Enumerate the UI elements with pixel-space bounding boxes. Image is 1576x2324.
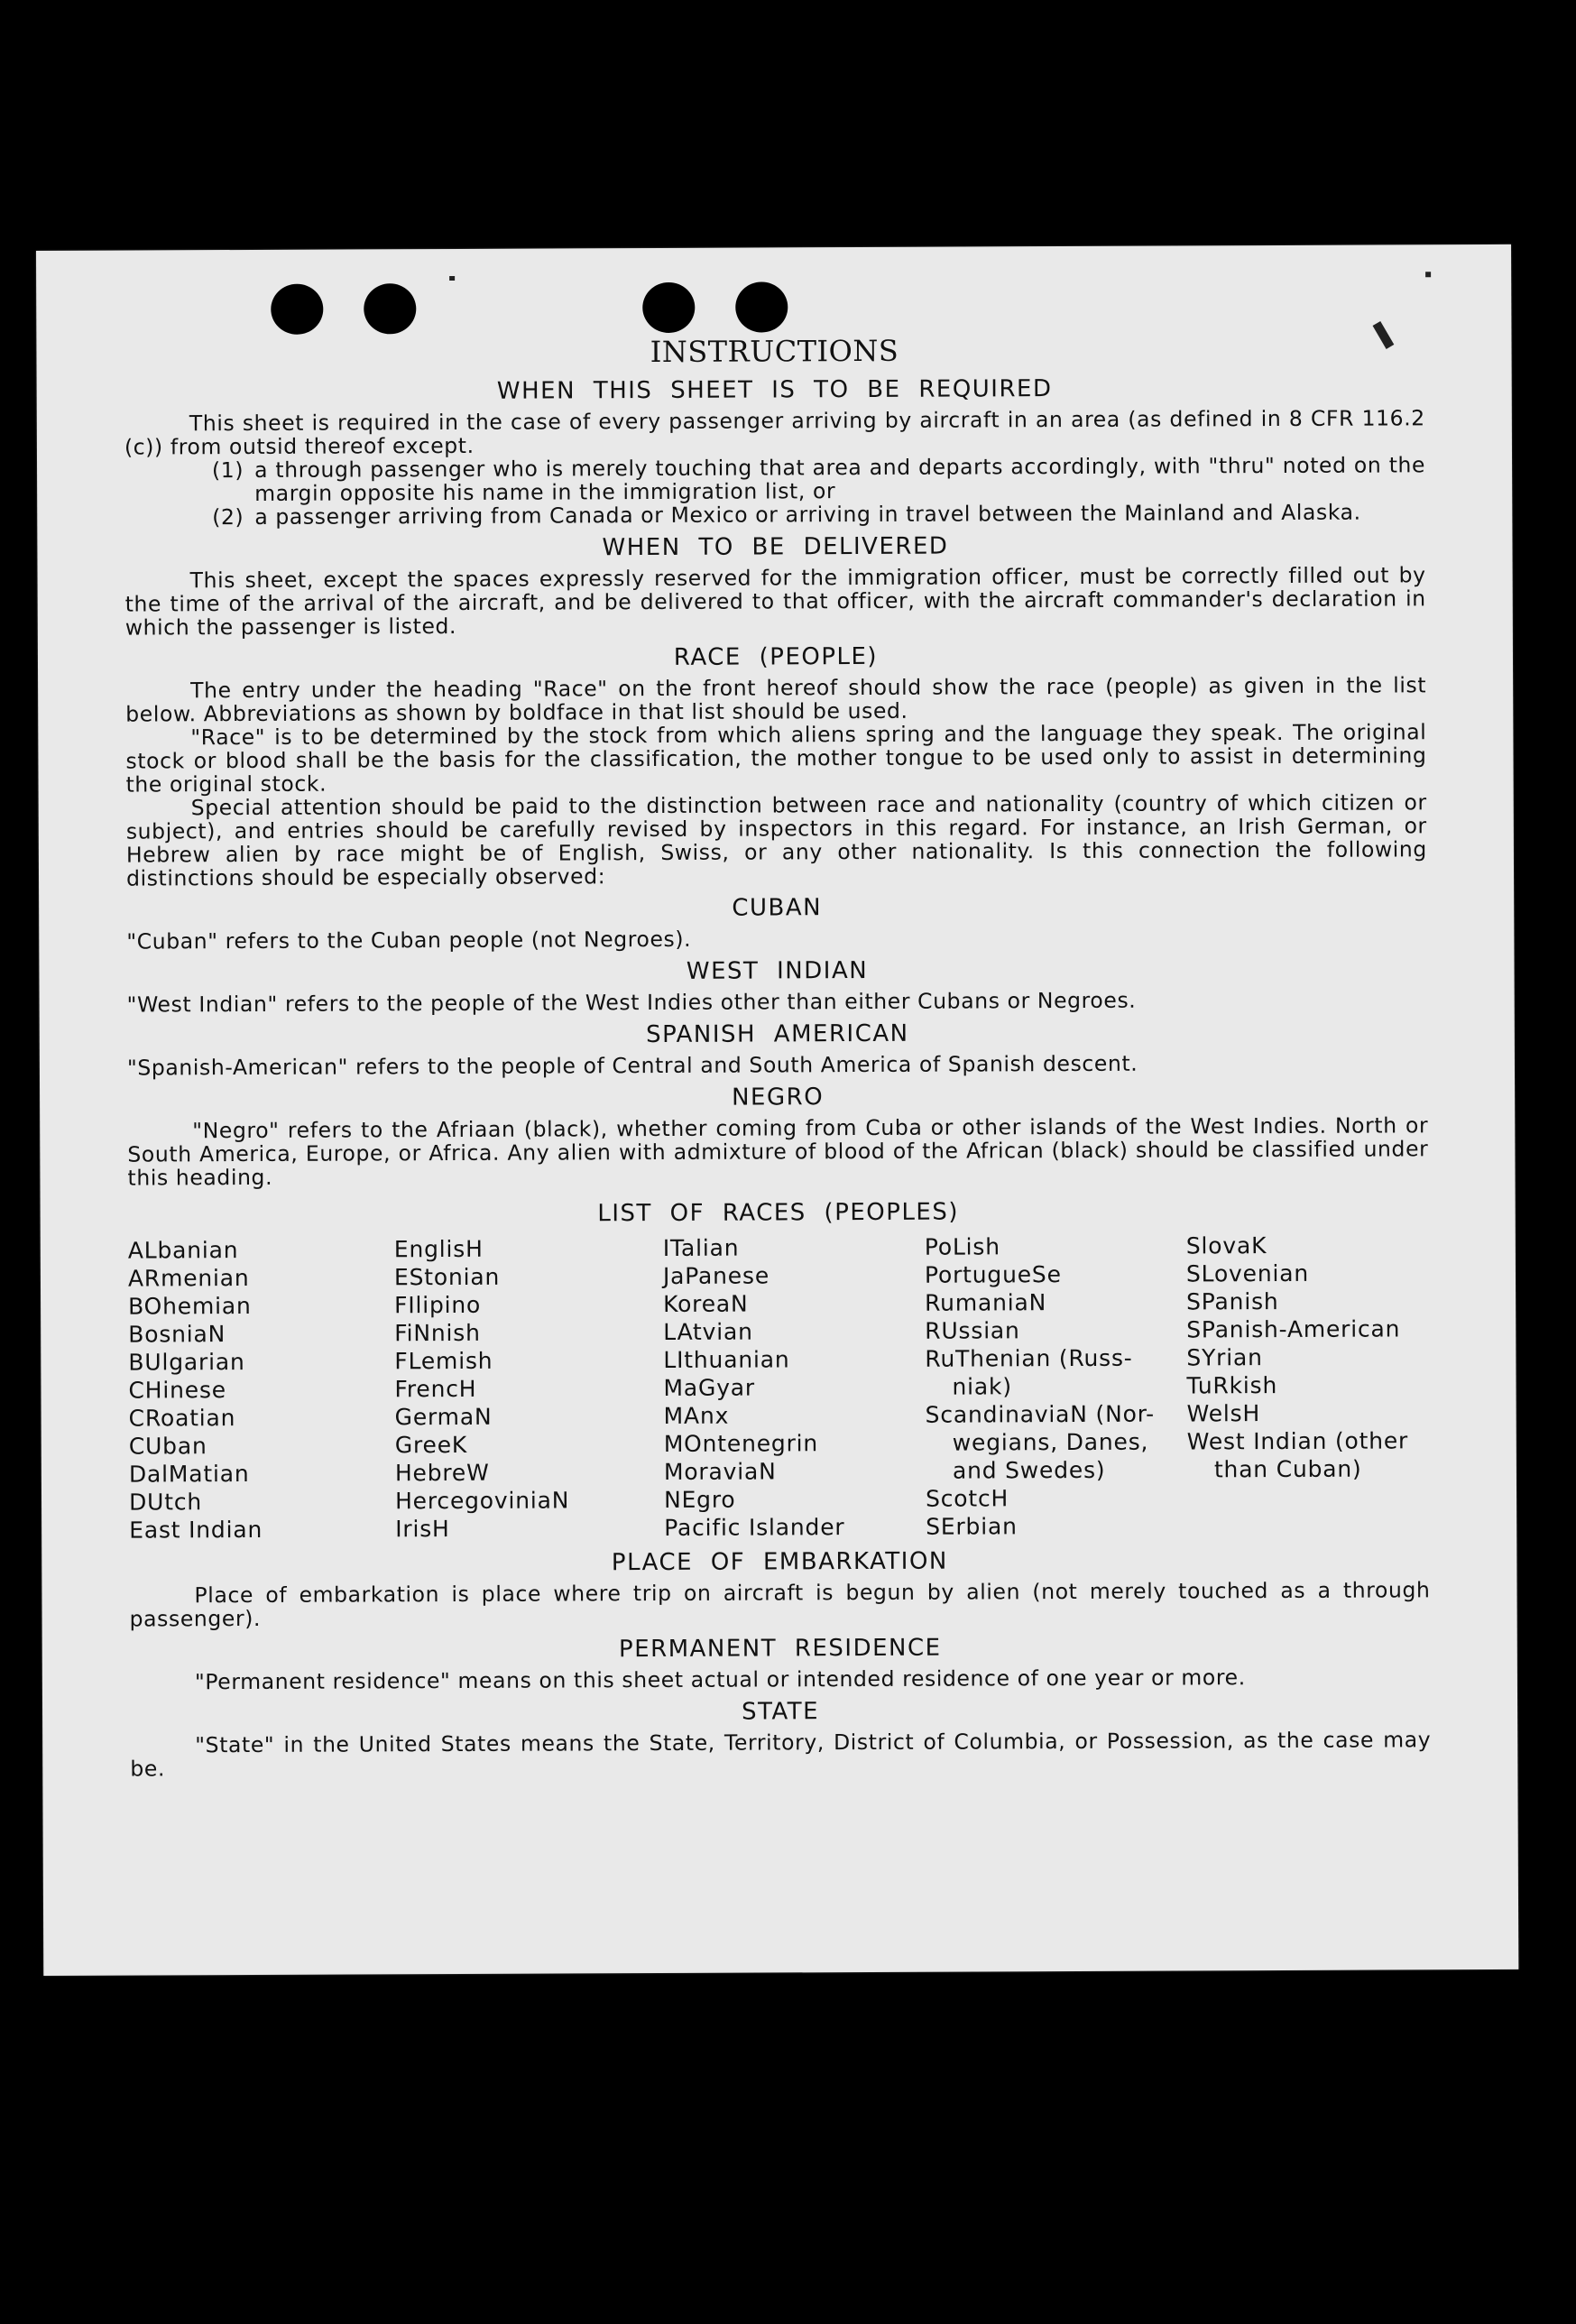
race-entry: HebreW [394, 1459, 490, 1487]
punch-hole [642, 282, 695, 333]
race-entry: FiNnish [394, 1319, 481, 1347]
item-number: (2) [212, 503, 244, 530]
punch-hole [364, 283, 416, 334]
race-entry: ScandinaviaN (Nor- [925, 1400, 1156, 1428]
race-entry: DalMatian [128, 1460, 250, 1488]
list-item [124, 500, 1425, 529]
races-column [128, 1235, 395, 1544]
race-entry: RumaniaN [925, 1289, 1047, 1316]
race-entry: TuRkish [1186, 1372, 1278, 1399]
race-paragraph: "Race" is to be determined by the stock from which aliens spring and the language they speak. The original stock or blood shall be the basis for the classification, the mother tongue to be used only to assist in determining the original stock. [125, 719, 1427, 798]
heading-embarkation: PLACE OF EMBARKATION [611, 1547, 948, 1577]
race-entry: CHinese [128, 1377, 227, 1404]
race-entry: HercegoviniaN [394, 1487, 570, 1515]
race-entry: MoraviaN [663, 1458, 777, 1485]
race-entry: IrisH [395, 1516, 450, 1543]
race-entry: than Cuban) [1213, 1455, 1362, 1483]
heading-cuban: CUBAN [732, 894, 823, 922]
race-entry: BUlgarian [128, 1349, 245, 1376]
races-list [128, 1231, 1430, 1544]
race-entry: SLovenian [1185, 1259, 1310, 1287]
race-entry: FIlipino [394, 1291, 482, 1319]
race-entry: CUban [128, 1433, 207, 1460]
race-entry: East Indian [129, 1516, 263, 1544]
race-entry: BosniaN [128, 1321, 226, 1348]
punch-hole [735, 281, 788, 332]
race-entry: SPanish-American [1186, 1315, 1401, 1343]
race-entry: ARmenian [127, 1264, 250, 1292]
required-intro: This sheet is required in the case of every passenger arriving by aircraft in an area (as defined in 8 CFR 116.2 (c)) from outsid thereof except. [124, 405, 1425, 460]
race-entry: JaPanese [662, 1262, 770, 1289]
race-entry: GermaN [394, 1403, 493, 1431]
race-entry: EStonian [393, 1263, 501, 1291]
west-indian-text: "West Indian" refers to the people of the West Indies other than either Cubans or Negroes. [126, 987, 1137, 1018]
race-entry: MOntenegrin [663, 1430, 819, 1457]
race-entry: ScotcH [925, 1485, 1009, 1512]
race-entry: RuThenian (Russ- [925, 1344, 1133, 1372]
race-paragraph: The entry under the heading "Race" on the front hereof should show the race (people) as given in the list below. Abbreviations as shown by boldface in that list should be used. [125, 672, 1427, 727]
race-entry: DUtch [128, 1489, 203, 1516]
race-entry: wegians, Danes, [952, 1428, 1149, 1456]
heading-delivered: WHEN TO BE DELIVERED [602, 532, 949, 562]
heading-negro: NEGRO [732, 1084, 825, 1111]
ink-mark [1425, 272, 1431, 277]
document-page [36, 244, 1518, 1976]
races-column [394, 1234, 664, 1543]
race-entry: PortugueSe [924, 1261, 1062, 1288]
race-entry: ITalian [662, 1234, 740, 1261]
item-number: (1) [211, 456, 244, 484]
race-entry: MaGyar [663, 1374, 756, 1401]
punch-hole [271, 284, 323, 335]
race-entry: niak) [952, 1373, 1012, 1400]
list-item [124, 453, 1425, 505]
race-entry: ALbanian [127, 1237, 239, 1264]
race-entry: EnglisH [393, 1235, 484, 1263]
race-entry: CRoatian [128, 1405, 236, 1432]
race-entry: SYrian [1186, 1344, 1263, 1371]
heading-spanish-american: SPANISH AMERICAN [645, 1019, 909, 1049]
race-entry: SlovaK [1185, 1232, 1267, 1259]
negro-text: "Negro" refers to the Afriaan (black), whether coming from Cuba or other islands of the West Indies. North or South America, Europe, or Africa. Any alien with admixture of blood of the African (black) should be classified under this heading. [127, 1112, 1429, 1191]
race-entry: LIthuanian [663, 1346, 790, 1373]
heading-required: WHEN THIS SHEET IS TO BE REQUIRED [496, 375, 1053, 405]
race-entry: KoreaN [663, 1290, 749, 1317]
cuban-text: "Cuban" refers to the Cuban people (not Negroes). [126, 926, 692, 954]
race-entry: PoLish [924, 1233, 1000, 1260]
race-entry: SPanish [1186, 1288, 1279, 1315]
race-entry: NEgro [663, 1486, 736, 1513]
heading-west-indian: WEST INDIAN [686, 956, 869, 985]
heading-residence: PERMANENT RESIDENCE [618, 1634, 942, 1664]
races-column [663, 1233, 926, 1542]
race-entry: WelsH [1186, 1400, 1261, 1427]
delivered-text: This sheet, except the spaces expressly reserved for the immigration officer, must be correctly filled out by the time of the arrival of the aircraft, and be delivered to that officer, with the aircraft commander's declaration in which the passenger is listed. [124, 562, 1426, 641]
item-text: a passenger arriving from Canada or Mexico or arriving in travel between the Mainland and Alaska. [254, 499, 1361, 530]
race-entry: LAtvian [663, 1318, 753, 1345]
heading-race: RACE (PEOPLE) [673, 642, 879, 671]
race-entry: West Indian (other [1186, 1427, 1409, 1455]
race-entry: BOhemian [128, 1292, 252, 1320]
state-text: "State" in the United States means the State, Territory, District of Columbia, or Possession, as the case may be. [130, 1727, 1432, 1782]
spanish-american-text: "Spanish-American" refers to the people of Central and South America of Spanish descent. [126, 1050, 1138, 1081]
embarkation-text: Place of embarkation is place where trip on aircraft is begun by alien (not merely touched as a through passenger). [129, 1577, 1431, 1632]
instructions-body [124, 330, 1431, 1780]
race-entry: Pacific Islander [664, 1514, 845, 1541]
heading-state: STATE [742, 1698, 820, 1726]
ink-mark [449, 276, 455, 281]
race-entry: GreeK [394, 1431, 468, 1459]
race-entry: and Swedes) [952, 1456, 1106, 1484]
residence-text: "Permanent residence" means on this sheet actual or intended residence of one year or more. [194, 1665, 1246, 1695]
race-entry: RUssian [925, 1317, 1020, 1344]
races-column [925, 1231, 1187, 1540]
item-text: a through passenger who is merely touching that area and departs accordingly, with "thru" noted on the margin opposite his name in the immigration list, or [254, 452, 1426, 506]
heading-races-list: LIST OF RACES (PEOPLES) [597, 1198, 960, 1228]
race-entry: FrencH [394, 1375, 477, 1403]
race-entry: FLemish [394, 1347, 493, 1375]
races-column [1186, 1231, 1431, 1539]
race-entry: SErbian [926, 1513, 1018, 1540]
race-paragraph: Special attention should be paid to the distinction between race and nationality (country of which citizen or subject), and entries should be carefully revised by inspectors in this regard. For instance, an Irish German, or Hebrew alien by race might be of English, Swiss, or any other nationality. Is this connection the following distinctions should be especially observed: [125, 789, 1427, 891]
page-title: INSTRUCTIONS [650, 333, 899, 370]
race-entry: MAnx [663, 1402, 730, 1429]
